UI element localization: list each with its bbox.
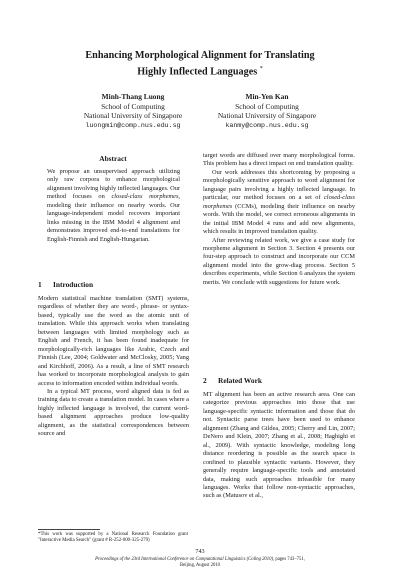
related-paragraph-1: MT alignment has been an active research area. One can categorize previous approaches into those that use language-specific syntactic information and those that do not. Syntactic parse trees have been used to enhance alignment (Zhang and Gildea, 2005; Cherry and Lin, 2007; DeNero and Klein, 2007; Zhang et al., 2008; Haghighi et al., 2009). With syntactic knowledge, modeling long distance reordering is possible as the search space is confined to plausible syntactic variants. However, they generally require language-specific tools and annotated data, making such approaches infeasible for many languages. Works that follow non-syntactic approaches, such as (Matusov et al., bbox=[203, 391, 355, 500]
intro-paragraph-2: In a typical MT process, word aligned data is fed as training data to create a translation model. In cases where a highly inflected language is involved, the current word-based alignment approaches produce low-quality alignment, as the statistical correspondences between source and bbox=[38, 387, 189, 438]
footnote: *This work was supported by a National Research Foundation grant "Interactive Media Search" (grant # R-252-000-325-279) bbox=[38, 532, 188, 544]
proceedings-footer bbox=[30, 557, 370, 569]
paper-title bbox=[40, 50, 360, 78]
section-title: Related Work bbox=[218, 376, 263, 385]
abstract-body bbox=[47, 168, 180, 244]
right-paragraph-1: target words are diffused over many morphological forms. This problem has a direct impact on end translation quality. bbox=[203, 152, 355, 168]
author-institution: National University of Singapore bbox=[83, 111, 183, 121]
author-institution: National University of Singapore bbox=[217, 111, 317, 121]
intro-body bbox=[38, 295, 189, 439]
section-number: 1 bbox=[38, 280, 42, 289]
title-line-1: Enhancing Morphological Alignment for Translating bbox=[85, 50, 315, 61]
proceedings-location: Beijing, August 2010 bbox=[180, 562, 220, 568]
author-email: luongmin@comp.nus.edu.sg bbox=[85, 121, 181, 129]
abstract-text-b: , modeling their influence on nearby words. Our language-independent model recovers important links missing in the IBM Model 4 alignment and demonstrates improved end-to-end translations for English-Finnish and English-Hungarian. bbox=[47, 193, 181, 243]
proceedings-pages: , pages 743–751, bbox=[273, 557, 305, 562]
author-block-1 bbox=[58, 92, 208, 130]
section-number: 2 bbox=[203, 376, 207, 385]
author-affiliation: School of Computing bbox=[101, 101, 165, 111]
abstract-text-emphasis: closed-class morphemes bbox=[111, 193, 179, 201]
title-footnote-marker: * bbox=[259, 65, 263, 72]
footnote-rule bbox=[38, 529, 100, 530]
intro-paragraph-1: Modern statistical machine translation (SMT) systems, regardless of whether they are word-, phrase- or syntax-based, typically use the word as the atomic unit of translation. While this approach works when translating between languages with limited morphology such as English and French, it has been found inadequate for morphologically-rich languages like Arabic, Czech and Finnish (Lee, 2004; Goldwater and McClosky, 2005; Yang and Kirchhoff, 2006). As a result, a line of SMT research has worked to incorporate morphological analysis to gain access to information encoded within individual words. bbox=[38, 295, 189, 387]
abstract-heading: Abstract bbox=[99, 154, 127, 163]
author-block-2 bbox=[192, 92, 342, 130]
right-paragraph-3: After reviewing related work, we give a case study for morpheme alignment in Section 3. Section 4 presents our four-step approach to construct and incorporate our CCM alignment model into the grow-diag process. Section 5 describes experiments, while Section 6 analyzes the system merits. We conclude with suggestions for future work. bbox=[203, 236, 355, 286]
abstract-text-a: We propose an unsupervised approach utilizing only raw corpora to enhance morphological alignment involving highly inflected languages. Our method focuses on bbox=[47, 168, 180, 201]
related-work-body bbox=[203, 391, 355, 501]
section-heading-related-work bbox=[203, 376, 262, 385]
right-column-body bbox=[203, 152, 355, 287]
right-paragraph-2-emphasis: closed-class morphemes bbox=[203, 194, 355, 210]
author-email: kanmy@comp.nus.edu.sg bbox=[225, 121, 309, 129]
author-name: Min-Yen Kan bbox=[245, 92, 289, 101]
author-affiliation: School of Computing bbox=[235, 101, 299, 111]
right-paragraph-2-a: Our work addresses this shortcoming by proposing a morphologically sensitive approach to word alignment for language pairs involving a highly inflected language. In particular, our method focuses on a set of bbox=[203, 168, 355, 202]
right-paragraph-2 bbox=[203, 169, 355, 237]
page-number: 743 bbox=[195, 548, 205, 555]
section-title: Introduction bbox=[53, 280, 94, 289]
proceedings-title: Proceedings of the 23rd International Conference on Computational Linguistics (Coling 2010) bbox=[95, 557, 274, 562]
section-heading-introduction bbox=[38, 280, 93, 289]
title-line-2: Highly Inflected Languages bbox=[137, 65, 258, 77]
author-name: Minh-Thang Luong bbox=[101, 92, 165, 101]
right-paragraph-2-b: (CCMs), modeling their influence on nearby words. With the model, we correct erroneous alignments in the initial IBM Model 4 runs and add new alignments, which results in improved translation quality. bbox=[203, 202, 355, 236]
